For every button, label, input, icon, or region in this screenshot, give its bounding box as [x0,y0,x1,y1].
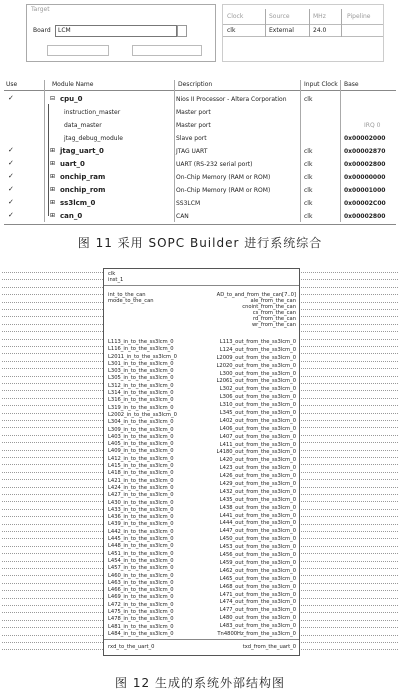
right-wire [298,538,398,539]
module-name: data_master [64,122,102,129]
right-wire [298,561,398,562]
module-clock: clk [304,187,313,194]
pin-label: L300_out_from_the_ss3lcm_0 [219,370,296,377]
module-row[interactable] [4,185,396,197]
pin-label: L441_out_from_the_ss3lcm_0 [219,512,296,519]
right-wire [298,346,398,347]
module-name: onchip_ram [60,173,106,181]
pin-label: Tn4800Hz_from_the_ss3lcm_0 [217,630,296,637]
right-wire [298,627,398,628]
module-clock: clk [304,96,313,103]
use-header: Use [6,81,18,88]
pin-label: L481_in_to_the_ss3lcm_0 [108,623,174,630]
left-wire [2,383,103,384]
pin-label: L448_in_to_the_ss3lcm_0 [108,543,174,550]
mhz-header: MHz [313,13,326,20]
right-wire [298,442,398,443]
left-wire [2,427,103,428]
right-wire [298,450,398,451]
module-name: cpu_0 [60,95,83,103]
right-wire [298,635,398,636]
left-wire [2,568,103,569]
right-wire [298,309,398,310]
pin-label: L447_out_from_the_ss3lcm_0 [219,528,296,535]
module-base: 0x00002870 [344,148,386,155]
pin-label: L435_out_from_the_ss3lcm_0 [219,496,296,503]
right-wire [298,598,398,599]
pin-label: L474_out_from_the_ss3lcm_0 [219,599,296,606]
left-wire [2,479,103,480]
left-wire [2,442,103,443]
pin-label: L2061_out_from_the_ss3lcm_0 [216,378,296,385]
pin-label: L483_out_from_the_ss3lcm_0 [219,623,296,630]
module-clock: clk [304,200,313,207]
module-desc: Slave port [176,135,207,142]
left-wire [2,620,103,621]
right-wire [298,612,398,613]
left-wire [2,309,103,310]
pin-label: L319_in_to_the_ss3lcm_0 [108,404,174,411]
pin-rxd-to-uart: rxd_to_the_uart_0 [108,644,155,650]
right-wire [298,368,398,369]
left-wire [2,546,103,547]
right-wire [298,390,398,391]
right-wire [298,324,398,325]
right-wire [298,487,398,488]
module-row[interactable] [4,107,396,119]
left-wire [2,390,103,391]
left-wire [2,316,103,317]
right-wire [298,546,398,547]
left-wire [2,509,103,510]
left-wire [2,635,103,636]
pin-label: L442_in_to_the_ss3lcm_0 [108,528,174,535]
pin-label: L484_in_to_the_ss3lcm_0 [108,630,174,637]
left-wire [2,516,103,517]
target-label: Target [31,6,50,13]
right-pin-list [217,339,297,639]
figure-11 [0,0,400,260]
row-check[interactable]: ✓ [8,146,14,154]
right-wire [298,575,398,576]
module-row[interactable] [4,146,396,158]
target-button-right[interactable] [132,45,202,56]
left-wire [2,538,103,539]
pin-label: L403_in_to_the_ss3lcm_0 [108,433,174,440]
pin-label: L469_in_to_the_ss3lcm_0 [108,594,174,601]
pin-label: L426_out_from_the_ss3lcm_0 [219,473,296,480]
pin-label: cs_from_the_can [252,310,296,316]
left-wire [2,450,103,451]
pin-label: L477_out_from_the_ss3lcm_0 [219,607,296,614]
module-row[interactable] [4,211,396,223]
right-wire [298,583,398,584]
pin-label: L2011_in_to_the_ss3lcm_0 [108,353,177,360]
pin-label: L436_in_to_the_ss3lcm_0 [108,514,174,521]
pin-label: L415_in_to_the_ss3lcm_0 [108,463,174,470]
module-name: onchip_rom [60,186,106,194]
module-clock: clk [304,213,313,220]
module-clock: clk [304,161,313,168]
pin-label: L433_in_to_the_ss3lcm_0 [108,506,174,513]
target-button-left[interactable] [47,45,109,56]
left-wire [2,346,103,347]
left-wire [2,324,103,325]
pin-label: L345_out_from_the_ss3lcm_0 [219,410,296,417]
module-name: can_0 [60,212,83,220]
pin-label: L2020_out_from_the_ss3lcm_0 [216,362,296,369]
row-check[interactable]: ✓ [8,185,14,193]
left-wire [2,339,103,340]
right-wire [298,590,398,591]
pin-label: L468_out_from_the_ss3lcm_0 [219,583,296,590]
pin-label: L480_out_from_the_ss3lcm_0 [219,615,296,622]
pin-label: L478_in_to_the_ss3lcm_0 [108,616,174,623]
left-wire [2,294,103,295]
row-check[interactable]: ✓ [8,159,14,167]
left-wire [2,435,103,436]
board-select-arrow[interactable] [177,25,187,37]
pin-label: L116_in_to_the_ss3lcm_0 [108,346,174,353]
right-wire [298,272,398,273]
pin-label: L113_out_from_the_ss3lcm_0 [219,339,296,345]
left-wire [2,368,103,369]
pin-label: L423_out_from_the_ss3lcm_0 [219,465,296,472]
module-desc: On-Chip Memory (RAM or ROM) [176,174,271,181]
pin-label: L459_out_from_the_ss3lcm_0 [219,559,296,566]
module-row[interactable] [4,172,396,184]
input-clock-header: Input Clock [304,81,338,88]
expand-icon[interactable]: ⊞ [50,147,56,154]
base-header: Base [344,81,359,88]
left-wire [2,642,103,643]
right-wire [298,568,398,569]
right-wire [298,501,398,502]
pin-label: L124_out_from_the_ss3lcm_0 [219,346,296,353]
module-row[interactable] [4,159,396,171]
module-name: jtag_debug_module [64,135,123,142]
board-value: LCM [58,27,71,34]
right-wire [298,457,398,458]
left-wire [2,472,103,473]
right-wire [298,464,398,465]
right-wire [298,553,398,554]
module-desc: Master port [176,109,211,116]
right-wire [298,642,398,643]
pin-label: L2009_out_from_the_ss3lcm_0 [216,354,296,361]
pin-label: L407_out_from_the_ss3lcm_0 [219,433,296,440]
left-wire [2,494,103,495]
right-wire [298,316,398,317]
pin-label: ale_from_the_can [250,298,296,304]
right-wire [298,294,398,295]
left-wire [2,583,103,584]
right-wire [298,620,398,621]
left-wire [2,524,103,525]
clock-mhz-cell[interactable]: 24.0 [313,27,327,34]
pin-label: L439_in_to_the_ss3lcm_0 [108,521,174,528]
block-title-inst: inst_1 [108,277,124,283]
right-wire [298,649,398,650]
module-row[interactable] [4,198,396,210]
module-base: IRQ 0 [364,122,381,129]
right-wire [298,398,398,399]
pin-label: L444_out_from_the_ss3lcm_0 [219,520,296,527]
pin-label: L427_in_to_the_ss3lcm_0 [108,492,174,499]
right-wire [298,302,398,303]
module-name-header: Module Name [52,81,94,88]
left-wire [2,302,103,303]
pin-label: L302_out_from_the_ss3lcm_0 [219,386,296,393]
module-table [4,80,396,230]
module-base: 0x00002800 [344,161,386,168]
right-wire [298,287,398,288]
pin-int-to-can: int_to_the_can [108,292,146,298]
target-panel [26,4,216,62]
right-wire [298,524,398,525]
left-wire [2,279,103,280]
left-wire [2,398,103,399]
expand-icon[interactable]: ⊞ [50,199,56,206]
left-wire [2,464,103,465]
pin-label: wr_from_the_can [251,322,296,328]
module-base: 0x00002000 [344,135,386,142]
left-wire [2,331,103,332]
right-wire [298,339,398,340]
pin-label: L314_in_to_the_ss3lcm_0 [108,390,174,397]
pin-label: L305_in_to_the_ss3lcm_0 [108,375,174,382]
pin-label: L475_in_to_the_ss3lcm_0 [108,608,174,615]
system-block [103,268,300,656]
pin-mode-to-can: mode_to_the_can [108,298,154,304]
module-desc: CAN [176,213,189,220]
pin-label: L406_out_from_the_ss3lcm_0 [219,425,296,432]
module-desc: On-Chip Memory (RAM or ROM) [176,187,271,194]
pin-label: L424_in_to_the_ss3lcm_0 [108,484,174,491]
module-clock: clk [304,174,313,181]
left-wire [2,590,103,591]
right-wire [298,494,398,495]
module-row[interactable] [4,133,396,145]
pin-label: L316_in_to_the_ss3lcm_0 [108,397,174,404]
left-wire [2,487,103,488]
clock-header: Clock [227,13,244,20]
pin-label: L454_in_to_the_ss3lcm_0 [108,557,174,564]
right-wire [298,605,398,606]
left-wire [2,561,103,562]
pin-label: L463_in_to_the_ss3lcm_0 [108,579,174,586]
right-wire [298,427,398,428]
right-wire [298,361,398,362]
right-wire [298,279,398,280]
pin-label: L450_out_from_the_ss3lcm_0 [219,536,296,543]
right-wire [298,376,398,377]
module-name: jtag_uart_0 [60,147,104,155]
right-wire [298,353,398,354]
pin-label: L113_in_to_the_ss3lcm_0 [108,339,174,345]
pin-label: L301_in_to_the_ss3lcm_0 [108,360,174,367]
board-label: Board [33,27,51,34]
expand-icon[interactable]: ⊞ [50,173,56,180]
pin-label: L453_out_from_the_ss3lcm_0 [219,544,296,551]
module-desc: JTAG UART [176,148,208,155]
left-wire [2,649,103,650]
pin-label: L451_in_to_the_ss3lcm_0 [108,550,174,557]
pin-label: L471_out_from_the_ss3lcm_0 [219,591,296,598]
module-desc: Master port [176,122,211,129]
right-wire [298,479,398,480]
top-right-pin-list [217,292,296,328]
module-name: ss3lcm_0 [60,199,96,207]
left-wire [2,376,103,377]
module-base: 0x00000000 [344,174,386,181]
pin-label: cnoint_from_the_can [242,304,296,310]
right-wire [298,531,398,532]
pin-label: L465_out_from_the_ss3lcm_0 [219,575,296,582]
pin-label: L405_in_to_the_ss3lcm_0 [108,441,174,448]
pin-label: L309_in_to_the_ss3lcm_0 [108,426,174,433]
pin-label: L418_in_to_the_ss3lcm_0 [108,470,174,477]
left-wire [2,501,103,502]
right-wire [298,435,398,436]
pin-label: L445_in_to_the_ss3lcm_0 [108,536,174,543]
pin-label: L312_in_to_the_ss3lcm_0 [108,382,174,389]
description-header: Description [178,81,213,88]
right-wire [298,383,398,384]
row-check[interactable]: ✓ [8,172,14,180]
module-desc: SS3LCM [176,200,201,207]
board-select[interactable] [55,25,177,37]
pin-label: L466_in_to_the_ss3lcm_0 [108,587,174,594]
pin-label: L409_in_to_the_ss3lcm_0 [108,448,174,455]
module-desc: UART (RS-232 serial port) [176,161,253,168]
left-wire [2,287,103,288]
module-name: uart_0 [60,160,85,168]
pin-label: L462_out_from_the_ss3lcm_0 [219,567,296,574]
right-wire [298,405,398,406]
expand-icon[interactable]: ⊟ [50,95,56,102]
module-base: 0x00002C00 [344,200,386,207]
pin-label: L2002_in_to_the_ss3lcm_0 [108,411,177,418]
pin-label: L421_in_to_the_ss3lcm_0 [108,477,174,484]
pipeline-header: Pipeline [347,13,371,20]
pin-label: L420_out_from_the_ss3lcm_0 [219,457,296,464]
left-wire [2,405,103,406]
right-wire [298,413,398,414]
pin-label: L4180_out_from_the_ss3lcm_0 [216,449,296,456]
module-base: 0x00001000 [344,187,386,194]
right-wire [298,509,398,510]
module-name: instruction_master [64,109,121,116]
left-wire [2,531,103,532]
source-header: Source [269,13,290,20]
left-wire [2,420,103,421]
pin-label: L457_in_to_the_ss3lcm_0 [108,565,174,572]
pin-label: L304_in_to_the_ss3lcm_0 [108,419,174,426]
block-title-clk: clk [108,271,116,277]
expand-icon[interactable]: ⊞ [50,212,56,219]
row-check[interactable]: ✓ [8,211,14,219]
right-wire [298,472,398,473]
pin-label: L306_out_from_the_ss3lcm_0 [219,394,296,401]
pin-label: L402_out_from_the_ss3lcm_0 [219,417,296,424]
pin-label: L472_in_to_the_ss3lcm_0 [108,601,174,608]
pin-label: L303_in_to_the_ss3lcm_0 [108,368,174,375]
pin-label: AD_to_and_from_the_can[7..0] [216,292,296,298]
row-check[interactable]: ✓ [8,94,14,102]
pin-label: L460_in_to_the_ss3lcm_0 [108,572,174,579]
pin-label: L432_out_from_the_ss3lcm_0 [219,488,296,495]
pin-label: L456_out_from_the_ss3lcm_0 [219,552,296,559]
clock-table [222,4,384,62]
pin-label: L412_in_to_the_ss3lcm_0 [108,455,174,462]
figure-12-caption: 图 12 生成的系统外部结构图 [115,676,285,690]
expand-icon[interactable]: ⊞ [50,186,56,193]
left-wire [2,627,103,628]
clock-source-cell[interactable]: External [269,27,294,34]
pin-txd-from-uart: txd_from_the_uart_0 [242,644,296,650]
module-desc: Nios II Processor - Altera Corporation [176,96,287,103]
left-wire [2,575,103,576]
pin-label: L411_out_from_the_ss3lcm_0 [219,441,296,448]
right-wire [298,420,398,421]
left-wire [2,598,103,599]
left-wire [2,605,103,606]
pin-label: L438_out_from_the_ss3lcm_0 [219,504,296,511]
right-wire [298,516,398,517]
left-wire [2,413,103,414]
pin-label: L430_in_to_the_ss3lcm_0 [108,499,174,506]
expand-icon[interactable]: ⊞ [50,160,56,167]
left-wire [2,553,103,554]
left-wire [2,353,103,354]
clock-name-cell[interactable]: clk [227,27,236,34]
pin-label: rd_from_the_can [252,316,296,322]
figure-12 [0,262,400,694]
figure-11-caption: 图 11 采用 SOPC Builder 进行系统综合 [77,236,323,250]
pin-label: L429_out_from_the_ss3lcm_0 [219,481,296,488]
left-wire [2,272,103,273]
right-wire [298,331,398,332]
module-row[interactable] [4,94,396,106]
pin-label: L310_out_from_the_ss3lcm_0 [219,402,296,409]
module-clock: clk [304,148,313,155]
left-pin-list [108,339,177,638]
left-wire [2,612,103,613]
row-check[interactable]: ✓ [8,198,14,206]
left-wire [2,457,103,458]
module-base: 0x00002800 [344,213,386,220]
left-wire [2,361,103,362]
module-row[interactable] [4,120,396,132]
